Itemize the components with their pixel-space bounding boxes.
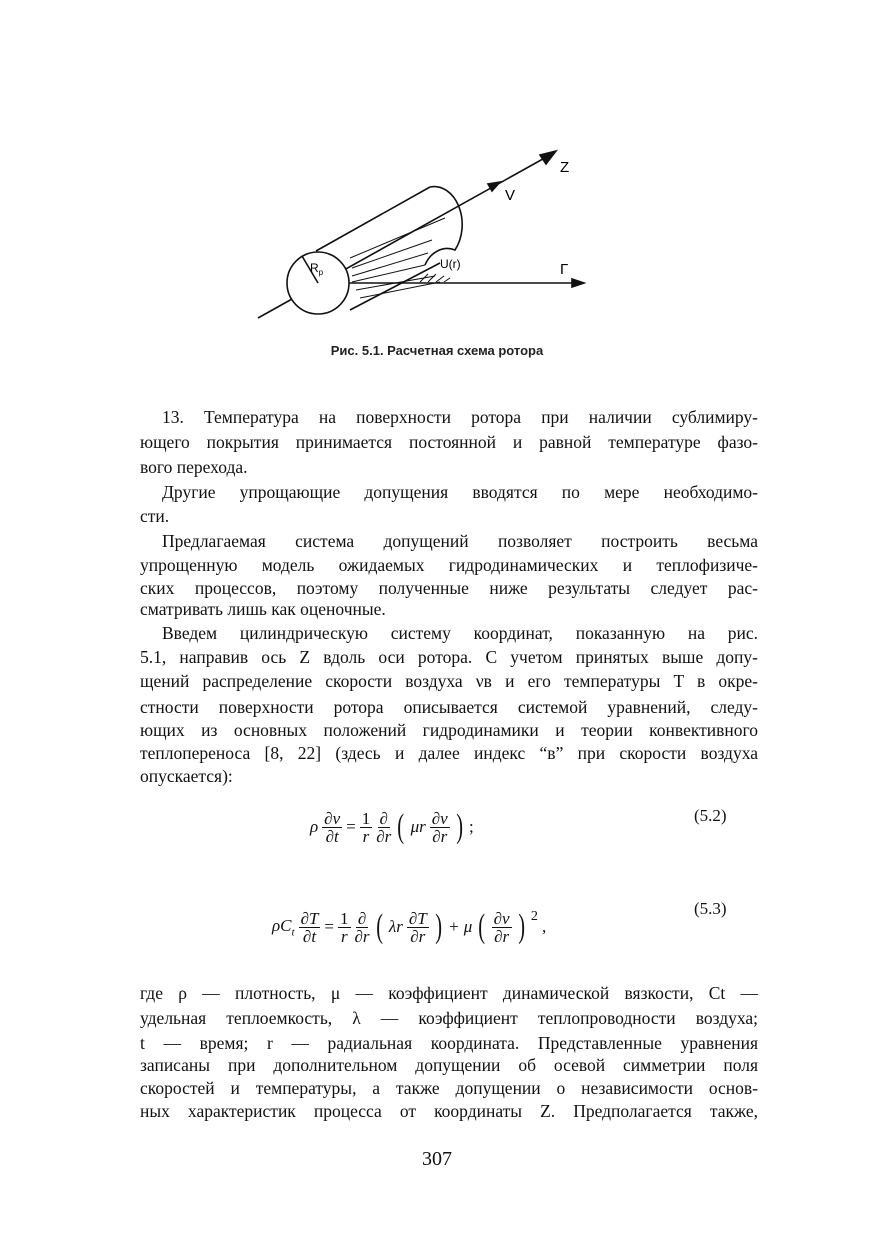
text-line: ющих из основных положений гидродинамики и теории конвективного <box>140 720 758 740</box>
text-line: ющего покрытия принимается постоянной и равной температуре фазо- <box>140 432 758 452</box>
equation-5-2: ρ $\frac{\partial\nu}{\partial t}$ = $\frac{1}{r}$ ∂ ∂r ( μr ∂ν ∂r ) ; <box>310 808 474 846</box>
equation-number: (5.3) <box>694 899 727 918</box>
text-line: стности поверхности ротора описывается системой уравнений, следу- <box>140 697 758 717</box>
r-label: Г <box>560 261 569 278</box>
rotor-diagram <box>0 0 874 340</box>
rp-label: $R_р$ <box>310 261 324 277</box>
text-line: скоростей и температуры, а также допущении о независимости основ- <box>140 1078 758 1098</box>
text-line: упрощенную модель ожидаемых гидродинамических и теплофизиче- <box>140 555 758 575</box>
text-line: опускается): <box>140 766 233 786</box>
text-line: щений распределение скорости воздуха νв и его температуры T в окре- <box>140 671 758 691</box>
text-line: 13. Температура на поверхности ротора при наличии сублимиру- <box>162 407 758 427</box>
v-label: V <box>505 187 516 204</box>
text-line: где ρ — плотность, μ — коэффициент динамической вязкости, Ct — <box>140 983 758 1003</box>
velocity-profile-hatch <box>420 274 450 282</box>
v-arrow <box>488 182 500 191</box>
text-line: теплопереноса [8, 22] (здесь и далее индекс “в” при скорости воздуха <box>140 743 758 763</box>
text-line: вого перехода. <box>140 457 248 477</box>
text-line: ских процессов, поэтому полученные ниже результаты следует рас- <box>140 578 758 598</box>
text-line: 5.1, направив ось Z вдоль оси ротора. С учетом принятых выше допу- <box>140 647 758 667</box>
equation-number: (5.2) <box>694 806 727 825</box>
z-label: Z <box>560 159 570 176</box>
text-line: сматривать лишь как оценочные. <box>140 599 386 619</box>
text-line: Введем цилиндрическую систему координат, показанную на рис. <box>162 623 758 643</box>
text-line: Предлагаемая система допущений позволяет построить весьма <box>162 531 758 551</box>
u-label: U(r) <box>440 257 461 271</box>
text-line: ных характеристик процесса от координаты Z. Предполагается также, <box>140 1101 758 1121</box>
text-line: t — время; r — радиальная координата. Представленные уравнения <box>140 1033 758 1053</box>
r-arrow <box>572 279 584 287</box>
text-line: Другие упрощающие допущения вводятся по мере необходимо- <box>162 482 758 502</box>
page-number: 307 <box>422 1148 452 1170</box>
z-arrow <box>540 151 556 164</box>
text-line: записаны при дополнительном допущении об осевой симметрии поля <box>140 1055 758 1075</box>
text-line: сти. <box>140 506 170 526</box>
figure-caption: Рис. 5.1. Расчетная схема ротора <box>330 343 544 358</box>
text-line: удельная теплоемкость, λ — коэффициент теплопроводности воздуха; <box>140 1008 758 1028</box>
equation-5-3: $\rho C_t$ $\frac{\partial T}{\partial t}$ = $\frac{1}{r}$ ∂ ∂r ( λr ∂T ∂r ) + μ ( ∂ν ∂r ) $^2$ , <box>272 908 547 946</box>
cylinder-far-end <box>425 187 462 265</box>
